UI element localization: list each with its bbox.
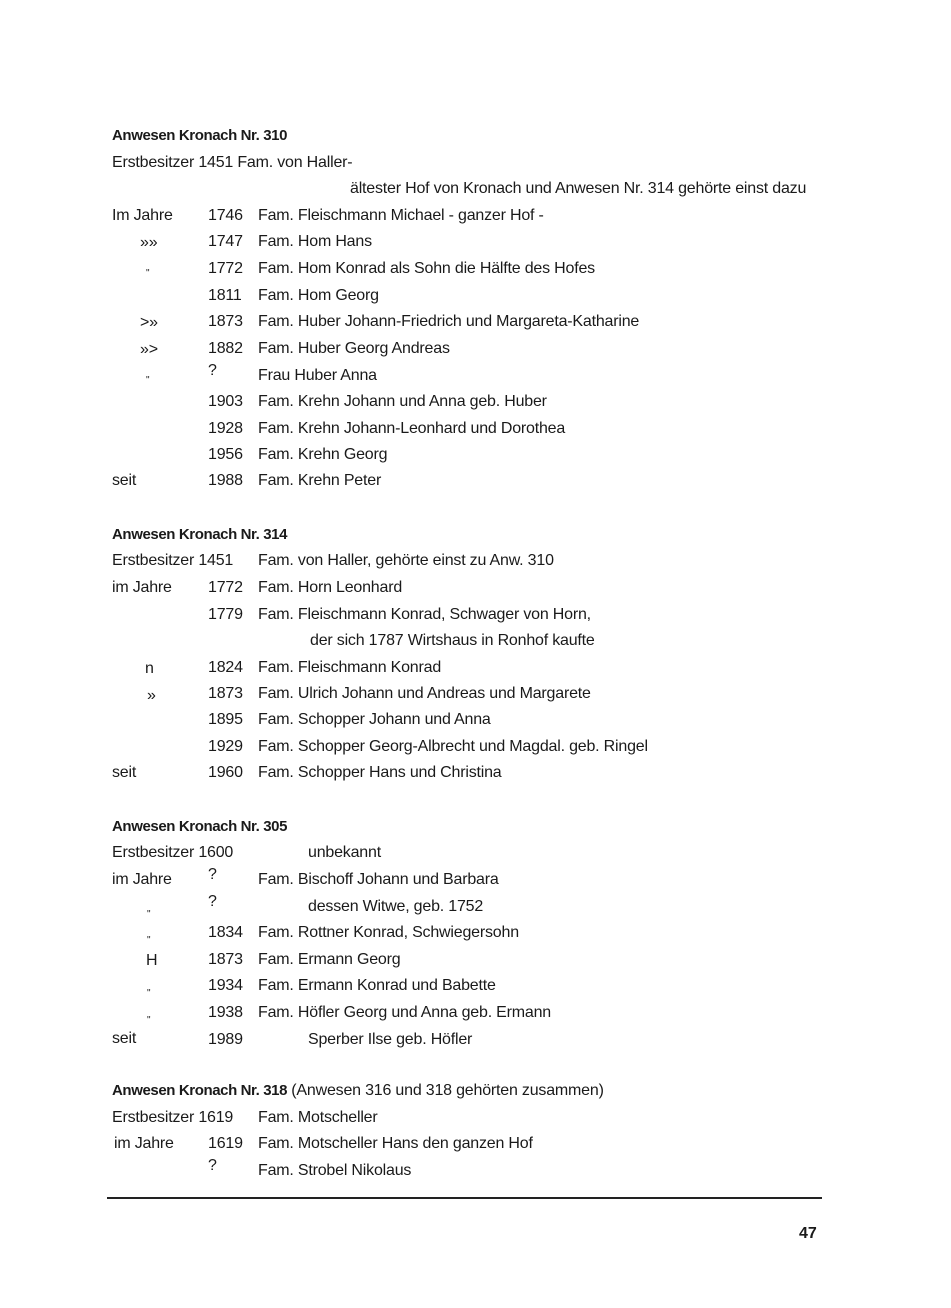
row-text: Sperber Ilse geb. Höfler <box>308 1031 473 1048</box>
first-owner-label-305: Erstbesitzer 1600 <box>112 844 234 861</box>
row-label: " <box>147 909 151 920</box>
row-text: Fam. Hom Konrad als Sohn die Hälfte des Hofes <box>258 260 595 277</box>
row-label: seit <box>112 1030 137 1047</box>
row-label: im Jahre <box>112 579 172 596</box>
row-label: n <box>145 660 154 677</box>
row-year: 1772 <box>208 579 243 596</box>
row-label: »» <box>140 234 158 251</box>
row-year: 1989 <box>208 1031 243 1048</box>
row-year: 1956 <box>208 446 243 463</box>
row-year: 1619 <box>208 1135 243 1152</box>
row-label: seit <box>112 764 137 781</box>
row-year: 1772 <box>208 260 243 277</box>
row-text: Fam. Fleischmann Konrad <box>258 659 442 676</box>
row-year: 1779 <box>208 606 243 623</box>
first-owner-label-318: Erstbesitzer 1619 <box>112 1109 234 1126</box>
row-year: 1903 <box>208 393 243 410</box>
row-year: 1928 <box>208 420 243 437</box>
row-text: Fam. Krehn Georg <box>258 446 388 463</box>
row-label: Im Jahre <box>112 207 173 224</box>
row-label: » <box>147 687 156 704</box>
row-year: 1824 <box>208 659 243 676</box>
row-text: Fam. Rottner Konrad, Schwiegersohn <box>258 924 519 941</box>
row-text: Fam. Bischoff Johann und Barbara <box>258 871 499 888</box>
first-owner-label-314: Erstbesitzer 1451 <box>112 552 234 569</box>
row-year: 1746 <box>208 207 243 224</box>
row-text: Fam. Fleischmann Konrad, Schwager von Horn, <box>258 606 591 623</box>
section-title-318-line <box>112 1081 604 1101</box>
row-text: Fam. Ermann Georg <box>258 951 401 968</box>
section-title-305: Anwesen Kronach Nr. 305 <box>112 818 288 835</box>
row-text: Fam. Hom Hans <box>258 233 372 250</box>
row-year: 1938 <box>208 1004 243 1021</box>
section-title-318-note: (Anwesen 316 und 318 gehörten zusammen) <box>291 1082 604 1099</box>
row-label: " <box>146 375 150 386</box>
row-text: Fam. Ermann Konrad und Babette <box>258 977 496 994</box>
page-number: 47 <box>799 1225 817 1242</box>
row-label: " <box>147 935 151 946</box>
row-year: ? <box>208 893 217 910</box>
row-text: Fam. Ulrich Johann und Andreas und Margarete <box>258 685 591 702</box>
row-year: 1811 <box>208 287 242 304</box>
row-text: Fam. Krehn Johann-Leonhard und Dorothea <box>258 420 566 437</box>
row-text: Fam. Höfler Georg und Anna geb. Ermann <box>258 1004 552 1021</box>
row-year: ? <box>208 1157 217 1174</box>
first-owner-310: Erstbesitzer 1451 Fam. von Haller- <box>112 154 353 171</box>
row-text: Fam. Krehn Johann und Anna geb. Huber <box>258 393 547 410</box>
row-label: H <box>146 952 158 969</box>
row-label: " <box>146 268 150 279</box>
row-text: Fam. Schopper Georg-Albrecht und Magdal. geb. Ringel <box>258 738 648 755</box>
row-label: »> <box>140 341 158 358</box>
row-label: " <box>147 988 151 999</box>
row-year: 1747 <box>208 233 243 250</box>
row-year: 1873 <box>208 951 243 968</box>
row-label: im Jahre <box>114 1135 174 1152</box>
row-text: dessen Witwe, geb. 1752 <box>308 898 484 915</box>
row-year: 1834 <box>208 924 243 941</box>
first-owner-text-318: Fam. Motscheller <box>258 1109 378 1126</box>
row-year: ? <box>208 362 217 379</box>
row-year: 1895 <box>208 711 243 728</box>
row-text: Fam. Strobel Nikolaus <box>258 1162 412 1179</box>
row-label: im Jahre <box>112 871 172 888</box>
note-310: ältester Hof von Kronach und Anwesen Nr. 314 gehörte einst dazu <box>350 180 807 197</box>
row-text: Fam. Huber Johann-Friedrich und Margareta-Katharine <box>258 313 640 330</box>
row-year: 1882 <box>208 340 243 357</box>
row-label: " <box>147 1015 151 1026</box>
row-text: Fam. Fleischmann Michael - ganzer Hof - <box>258 207 544 224</box>
row-text: Fam. Schopper Johann und Anna <box>258 711 491 728</box>
row-text: Fam. Horn Leonhard <box>258 579 403 596</box>
row-year: 1873 <box>208 313 243 330</box>
row-year: 1960 <box>208 764 243 781</box>
first-owner-text-305: unbekannt <box>308 844 381 861</box>
section-title-310: Anwesen Kronach Nr. 310 <box>112 127 288 144</box>
row-text: Fam. Hom Georg <box>258 287 379 304</box>
row-text: Frau Huber Anna <box>258 367 377 384</box>
row-year: 1929 <box>208 738 243 755</box>
row-text: der sich 1787 Wirtshaus in Ronhof kaufte <box>310 632 595 649</box>
row-text: Fam. Huber Georg Andreas <box>258 340 450 357</box>
section-title-318: Anwesen Kronach Nr. 318 <box>112 1082 288 1099</box>
row-year: 1934 <box>208 977 243 994</box>
footer-divider <box>107 1197 822 1199</box>
row-year: 1988 <box>208 472 243 489</box>
row-year: 1873 <box>208 685 243 702</box>
row-text: Fam. Motscheller Hans den ganzen Hof <box>258 1135 533 1152</box>
row-year: ? <box>208 866 217 883</box>
row-label: seit <box>112 472 137 489</box>
row-text: Fam. Schopper Hans und Christina <box>258 764 502 781</box>
row-text: Fam. Krehn Peter <box>258 472 382 489</box>
first-owner-text-314: Fam. von Haller, gehörte einst zu Anw. 310 <box>258 552 554 569</box>
section-title-314: Anwesen Kronach Nr. 314 <box>112 526 288 543</box>
row-label: >» <box>140 314 158 331</box>
